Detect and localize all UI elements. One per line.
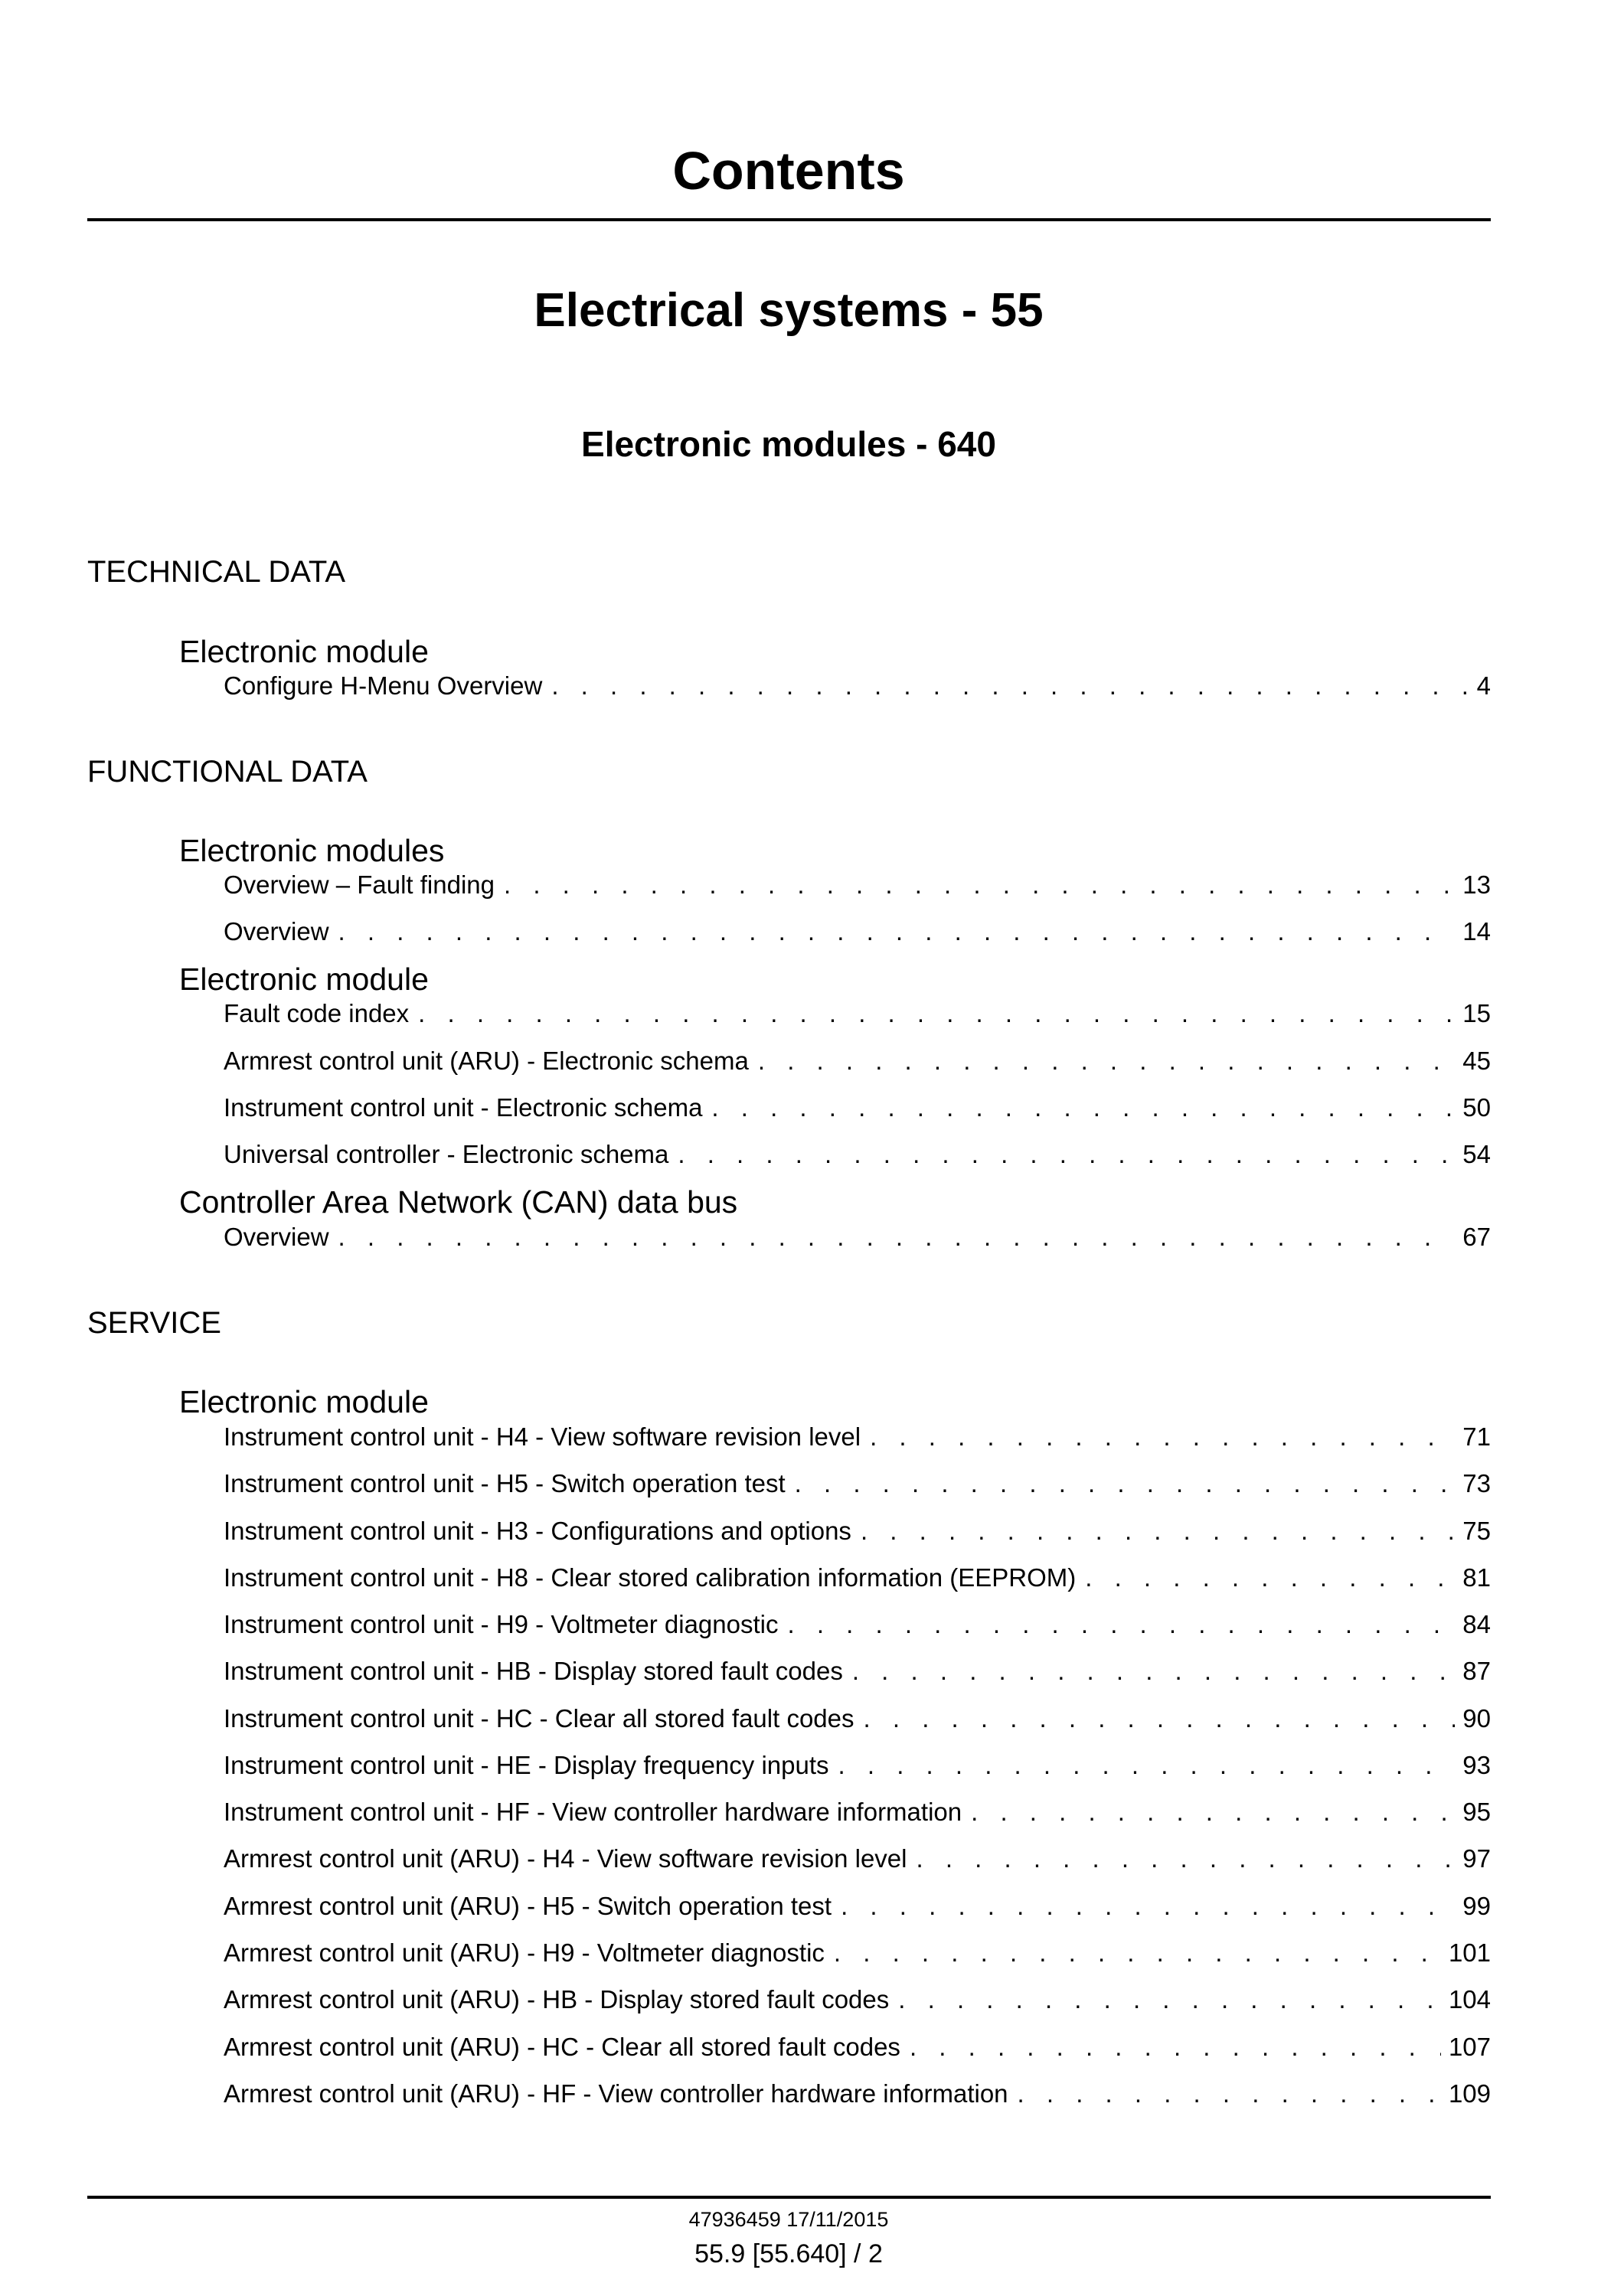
toc-entry-page: 109 (1448, 2079, 1491, 2108)
toc-entry[interactable] (224, 669, 1491, 703)
toc-entry-page: 107 (1448, 2033, 1491, 2061)
dot-leader (971, 1795, 1455, 1829)
toc-entry[interactable] (224, 1608, 1491, 1641)
toc-entry-title: Armrest control unit (ARU) - HF - View controller hardware information (224, 2079, 1008, 2108)
page-title: Contents (672, 141, 905, 201)
toc-entry[interactable] (224, 1561, 1491, 1595)
toc-entry[interactable] (224, 915, 1491, 949)
dot-leader (338, 1220, 1456, 1254)
dot-leader (504, 868, 1455, 902)
toc-entry[interactable] (224, 1842, 1491, 1876)
group-heading: Electronic module (179, 1384, 429, 1419)
toc-entry-title: Instrument control unit - HF - View controller hardware information (224, 1798, 962, 1826)
dot-leader (852, 1654, 1455, 1688)
toc-entry[interactable] (224, 1420, 1491, 1454)
section-title: Electronic modules - 640 (581, 424, 996, 464)
toc-entry-title: Overview (224, 1223, 329, 1251)
toc-entry[interactable] (224, 997, 1491, 1030)
toc-entry-title: Armrest control unit (ARU) - HB - Display stored fault codes (224, 1985, 890, 2013)
category-service: SERVICE (87, 1306, 221, 1340)
dot-leader (1085, 1561, 1455, 1595)
toc-entry-page: 84 (1462, 1610, 1491, 1638)
toc-entry-page: 93 (1462, 1751, 1491, 1779)
top-rule (87, 218, 1491, 221)
footer-doc-code: 47936459 17/11/2015 (688, 2208, 889, 2231)
toc-entry-page: 87 (1462, 1657, 1491, 1685)
toc-entry[interactable] (224, 2030, 1491, 2064)
toc-entry-title: Instrument control unit - H5 - Switch operation test (224, 1469, 786, 1497)
chapter-title: Electrical systems - 55 (534, 284, 1044, 337)
toc-entry-title: Configure H-Menu Overview (224, 671, 543, 700)
dot-leader (861, 1514, 1455, 1548)
toc-entry-title: Instrument control unit - H8 - Clear stored calibration information (EEPROM) (224, 1563, 1077, 1592)
toc-entry-page: 99 (1462, 1892, 1491, 1920)
toc-entry-title: Instrument control unit - HC - Clear all stored fault codes (224, 1704, 854, 1733)
category-technical-data: TECHNICAL DATA (87, 555, 346, 589)
toc-entry-page: 71 (1462, 1422, 1491, 1451)
toc-entry-title: Overview – Fault finding (224, 870, 495, 899)
toc-entry-page: 95 (1462, 1798, 1491, 1826)
dot-leader (788, 1608, 1456, 1641)
dot-leader (418, 997, 1455, 1030)
toc-entry-page: 15 (1462, 999, 1491, 1027)
toc-entry-page: 54 (1462, 1140, 1491, 1168)
toc-entry-page: 101 (1448, 1938, 1491, 1967)
toc-entry-title: Overview (224, 917, 329, 946)
toc-entry[interactable] (224, 1138, 1491, 1171)
toc-entry[interactable] (224, 1654, 1491, 1688)
toc-entry-page: 4 (1476, 671, 1491, 700)
toc-entry[interactable] (224, 1514, 1491, 1548)
dot-leader (758, 1044, 1455, 1078)
toc-entry[interactable] (224, 1091, 1491, 1125)
toc-entry-title: Instrument control unit - HB - Display stored fault codes (224, 1657, 843, 1685)
toc-entry[interactable] (224, 868, 1491, 902)
toc-entry-title: Armrest control unit (ARU) - H4 - View software revision level (224, 1844, 907, 1873)
toc-entry[interactable] (224, 1702, 1491, 1736)
toc-entry-title: Instrument control unit - HE - Display frequency inputs (224, 1751, 829, 1779)
dot-leader (910, 2030, 1441, 2064)
toc-entry-page: 45 (1462, 1047, 1491, 1075)
dot-leader (870, 1420, 1455, 1454)
dot-leader (916, 1842, 1455, 1876)
toc-entry-page: 13 (1462, 870, 1491, 899)
toc-entry[interactable] (224, 1220, 1491, 1254)
toc-entry-title: Fault code index (224, 999, 410, 1027)
group-heading: Electronic module (179, 634, 429, 669)
dot-leader (795, 1467, 1456, 1501)
dot-leader (551, 669, 1469, 703)
group-heading: Electronic modules (179, 833, 445, 868)
dot-leader (711, 1091, 1455, 1125)
toc-entry-page: 97 (1462, 1844, 1491, 1873)
toc-entry-page: 67 (1462, 1223, 1491, 1251)
toc-entry-title: Universal controller - Electronic schema (224, 1140, 669, 1168)
toc-entry-title: Armrest control unit (ARU) - H9 - Voltmeter diagnostic (224, 1938, 825, 1967)
toc-entry-page: 90 (1462, 1704, 1491, 1733)
toc-entry[interactable] (224, 1795, 1491, 1829)
toc-entry[interactable] (224, 1467, 1491, 1501)
toc-entry-title: Armrest control unit (ARU) - H5 - Switch operation test (224, 1892, 832, 1920)
footer-page-ref: 55.9 [55.640] / 2 (694, 2239, 883, 2268)
group-heading: Electronic module (179, 962, 429, 997)
dot-leader (338, 915, 1456, 949)
toc-entry-title: Instrument control unit - H4 - View software revision level (224, 1422, 861, 1451)
dot-leader (898, 1983, 1441, 2017)
toc-entry[interactable] (224, 1983, 1491, 2017)
toc-entry-title: Instrument control unit - Electronic schema (224, 1093, 703, 1122)
toc-entry-title: Armrest control unit (ARU) - HC - Clear all stored fault codes (224, 2033, 900, 2061)
toc-entry-title: Instrument control unit - H3 - Configurations and options (224, 1517, 851, 1545)
dot-leader (1018, 2077, 1441, 2111)
category-functional-data: FUNCTIONAL DATA (87, 755, 368, 789)
toc-entry-page: 81 (1462, 1563, 1491, 1592)
toc-entry-page: 75 (1462, 1517, 1491, 1545)
dot-leader (841, 1889, 1455, 1923)
toc-entry-page: 104 (1448, 1985, 1491, 2013)
toc-entry-page: 50 (1462, 1093, 1491, 1122)
bottom-rule (87, 2196, 1491, 2199)
toc-entry-title: Armrest control unit (ARU) - Electronic schema (224, 1047, 749, 1075)
toc-entry[interactable] (224, 1044, 1491, 1078)
toc-entry-page: 73 (1462, 1469, 1491, 1497)
toc-entry[interactable] (224, 2077, 1491, 2111)
toc-entry-page: 14 (1462, 917, 1491, 946)
toc-entry-title: Instrument control unit - H9 - Voltmeter diagnostic (224, 1610, 779, 1638)
toc-entry[interactable] (224, 1889, 1491, 1923)
dot-leader (838, 1749, 1456, 1782)
toc-entry[interactable] (224, 1749, 1491, 1782)
group-heading: Controller Area Network (CAN) data bus (179, 1184, 738, 1220)
toc-entry[interactable] (224, 1936, 1491, 1970)
dot-leader (678, 1138, 1455, 1171)
dot-leader (834, 1936, 1441, 1970)
dot-leader (864, 1702, 1456, 1736)
